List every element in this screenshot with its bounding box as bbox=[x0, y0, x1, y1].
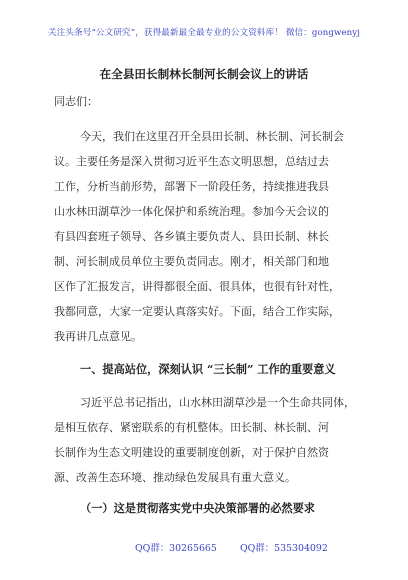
intro-line: 工作，分析当前形势，部署下一阶段任务，持续推进我县 bbox=[54, 180, 329, 193]
subsection-1-heading: （一）这是贯彻落实党中央决策部署的必然要求 bbox=[80, 501, 315, 515]
intro-line: 制、河长制成员单位主要负责同志。刚才，相关部门和地 bbox=[54, 255, 329, 268]
salutation: 同志们： bbox=[54, 95, 98, 108]
intro-line: 议。主要任务是深入贯彻习近平生态文明思想，总结过去 bbox=[54, 155, 329, 168]
header-promo-note: 关注头条号“公文研究”，获得最新最全最专业的公文资料库！ 微信：gongwenyj bbox=[47, 28, 361, 38]
intro-line: 我都同意，大家一定要认真落实好。下面，结合工作实际， bbox=[54, 305, 340, 318]
footer-qq-group-right: QQ群：535304092 bbox=[240, 543, 328, 554]
intro-line: 今天，我们在这里召开全县田长制、林长制、河长制会 bbox=[80, 130, 344, 143]
footer-qq-group-left: QQ群：30265665 bbox=[135, 543, 217, 554]
section-1-line: 长制作为生态文明建设的重要制度创新，对于保护自然资 bbox=[54, 446, 329, 459]
intro-line: 我再讲几点意见。 bbox=[54, 330, 142, 343]
section-1-line: 源、改善生态环境、推动绿色发展具有重大意义。 bbox=[54, 471, 296, 484]
document-title: 在全县田长制林长制河长制会议上的讲话 bbox=[99, 67, 309, 81]
intro-line: 有县四套班子领导、各乡镇主要负责人、县田长制、林长 bbox=[54, 230, 329, 243]
intro-line: 区作了汇报发言，讲得都很全面、很具体，也很有针对性， bbox=[54, 280, 340, 293]
section-1-line: 习近平总书记指出，山水林田湖草沙是一个生命共同体， bbox=[80, 396, 355, 409]
section-1-line: 是相互依存、紧密联系的有机整体。田长制、林长制、河 bbox=[54, 421, 329, 434]
intro-line: 山水林田湖草沙一体化保护和系统治理。参加今天会议的 bbox=[54, 205, 329, 218]
section-1-heading: 一、提高站位，深刻认识 “三长制” 工作的重要意义 bbox=[80, 362, 336, 376]
